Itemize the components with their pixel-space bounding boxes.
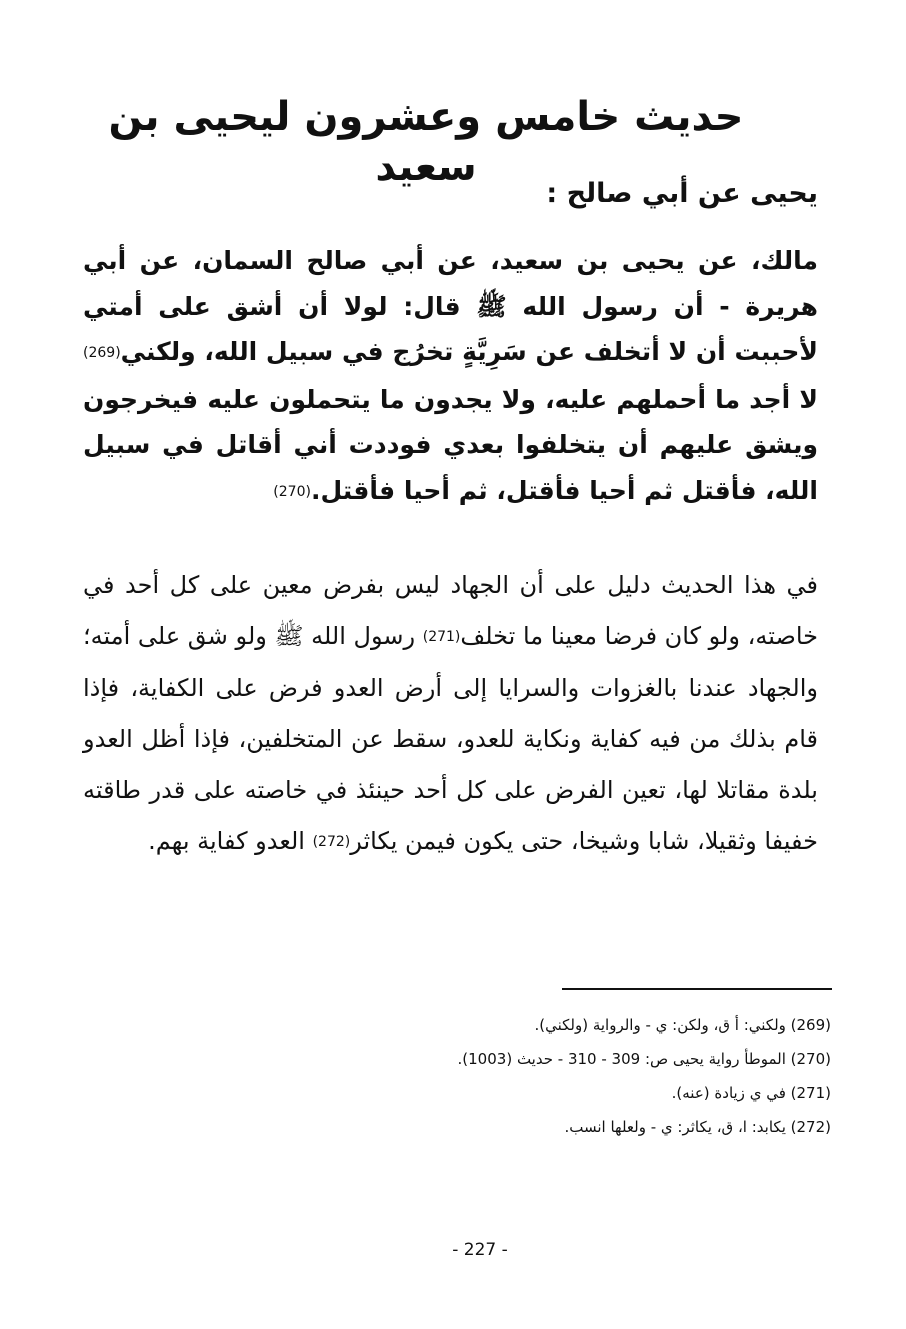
commentary-text-part: رسول الله ﷺ ولو شق على أمته؛ والجهاد عندنا بالغزوات والسرايا إلى أرض العدو فرض على الكفاية، فإذا قام بذلك من فيه كفاية ونكاية للعدو، سقط عن المتخلفين، فإذا أظل العدو بلدة مقاتلا لها، تعين الفرض على كل أحد حينئذ في خاصته على قدر طاقته خفيفا وثقيلا، شابا وشيخا، حتى يكون فيمن يكاثر (83, 622, 818, 855)
footnote-item: (271) في ي زيادة (عنه). (671, 1084, 831, 1102)
commentary-text-part: العدو كفاية بهم. (148, 827, 313, 855)
hadith-text (83, 238, 818, 515)
footnote-divider (562, 988, 832, 990)
footnote-ref-271: (271) (422, 629, 461, 645)
chain-subtitle: يحيى عن أبي صالح : (546, 178, 818, 209)
commentary-text (83, 560, 818, 868)
footnote-ref-270: (270) (273, 483, 311, 500)
commentary-text-part: في هذا الحديث دليل على أن الجهاد ليس بفرض معين على كل أحد في خاصته، ولو كان فرضا معينا ما تخلف (83, 571, 818, 650)
hadith-text-part: لا أجد ما أحملهم عليه، ولا يجدون ما يتحملون عليه فيخرجون ويشق عليهم أن يتخلفوا بعدي فوددت أني أقاتل في سبيل الله، فأقتل ثم أحيا فأقتل، ثم أحيا فأقتل. (83, 384, 818, 505)
footnote-ref-269: (269) (83, 345, 121, 361)
hadith-text-part: مالك، عن يحيى بن سعيد، عن أبي صالح السمان، عن أبي هريرة - أن رسول الله ﷺ قال: لولا أن أشق على أمتي لأحببت أن لا أتخلف عن سَرِيَّةٍ تخرُج في سبيل الله، ولكني (83, 246, 818, 366)
footnote-item: (272) يكابد: ا، ق، يكاثر: ي - ولعلها انسب. (564, 1118, 831, 1136)
chapter-title: حديث خامس وعشرون ليحيى بن سعيد (108, 94, 744, 190)
page-number: - 227 - (452, 1240, 508, 1260)
footnote-item: (270) الموطأ رواية يحيى ص: 309 - 310 - حديث (1003). (457, 1050, 831, 1068)
footnote-item: (269) ولكني: أ ق، ولكن: ي - والرواية (ولكني). (534, 1016, 831, 1034)
footnotes-list (311, 1008, 831, 1144)
footnote-ref-272: (272) (312, 834, 351, 850)
